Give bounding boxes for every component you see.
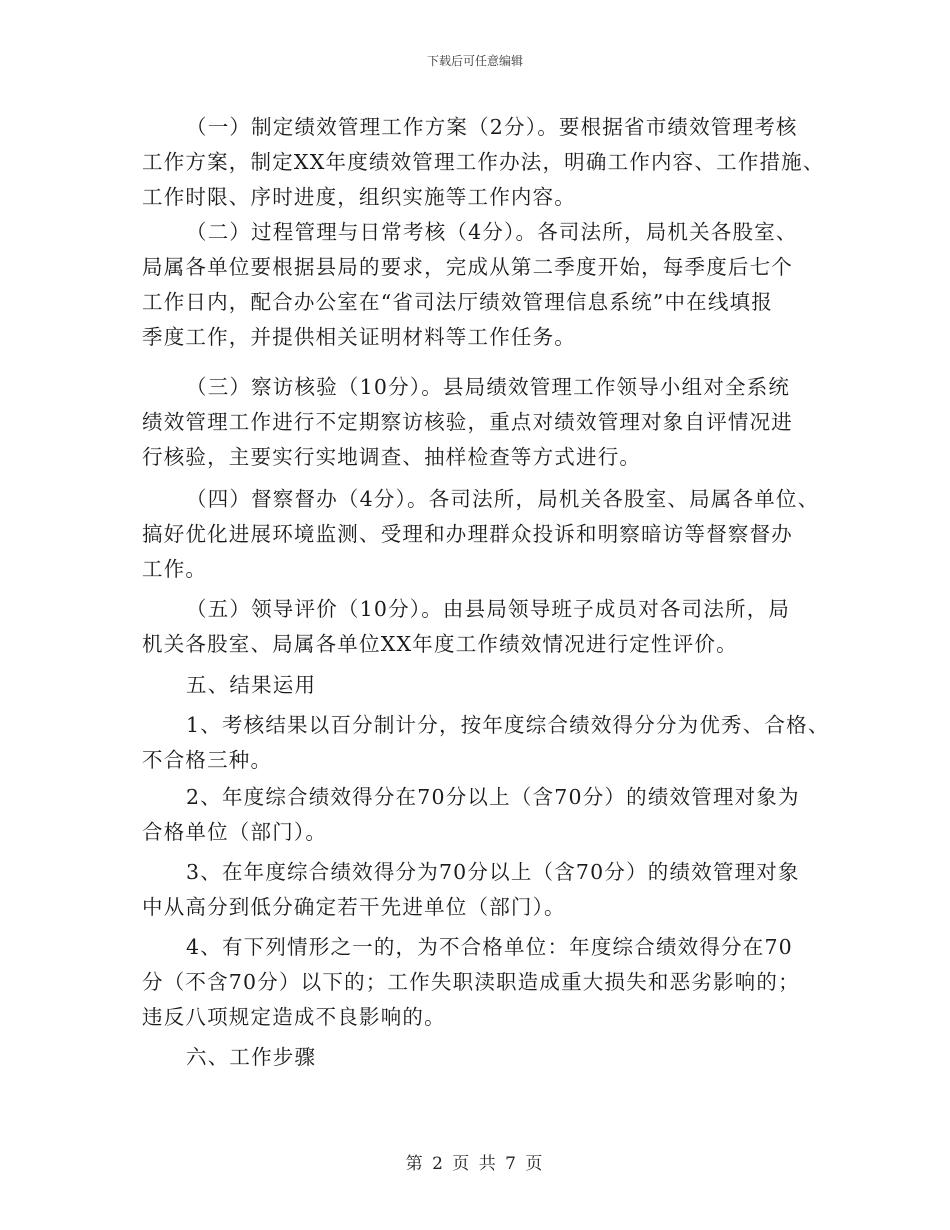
paragraph-line: （三）察访核验（10分）。县局绩效管理工作领导小组对全系统 xyxy=(186,375,791,399)
section-heading: 五、结果运用 xyxy=(186,673,317,697)
paragraph-line: 中从高分到低分确定若干先进单位（部门）。 xyxy=(142,895,566,919)
paragraph-line: 季度工作，并提供相关证明材料等工作任务。 xyxy=(142,325,576,349)
paragraph-line: 不合格三种。 xyxy=(142,748,273,772)
paragraph-line: 局属各单位要根据县局的要求，完成从第二季度开始，每季度后七个 xyxy=(142,255,793,279)
section-heading: 六、工作步骤 xyxy=(186,1045,317,1069)
paragraph-line: 2、年度综合绩效得分在70分以上（含70分）的绩效管理对象为 xyxy=(186,785,800,809)
paragraph-line: 绩效管理工作进行不定期察访核验，重点对绩效管理对象自评情况进 xyxy=(142,410,793,434)
paragraph-line: 行核验，主要实行实地调查、抽样检查等方式进行。 xyxy=(142,445,642,469)
paragraph-line: 4、有下列情形之一的，为不合格单位：年度综合绩效得分在70 xyxy=(186,935,793,959)
paragraph-line: 1、考核结果以百分制计分，按年度综合绩效得分分为优秀、合格、 xyxy=(186,713,830,737)
paragraph-line: 搞好优化进展环境监测、受理和办理群众投诉和明察暗访等督察督办 xyxy=(142,522,793,546)
paragraph-line: 分（不含70分）以下的；工作失职渎职造成重大损失和恶劣影响的； xyxy=(142,970,800,994)
page-header: 下载后可任意编辑 xyxy=(426,54,523,68)
paragraph-line: （二）过程管理与日常考核（4分）。各司法所，局机关各股室、 xyxy=(186,220,798,244)
paragraph-line: 工作日内，配合办公室在“省司法厅绩效管理信息系统”中在线填报 xyxy=(142,290,773,314)
paragraph-line: 工作方案，制定XX年度绩效管理工作办法，明确工作内容、工作措施、 xyxy=(142,150,825,174)
paragraph-line: （四）督察督办（4分）。各司法所，局机关各股室、局属各单位、 xyxy=(186,487,820,511)
paragraph-line: 机关各股室、局属各单位XX年度工作绩效情况进行定性评价。 xyxy=(142,632,738,656)
paragraph-line: 3、在年度综合绩效得分为70分以上（含70分）的绩效管理对象 xyxy=(186,860,800,884)
paragraph-line: 违反八项规定造成不良影响的。 xyxy=(142,1005,446,1029)
paragraph-line: 合格单位（部门）。 xyxy=(142,820,328,844)
paragraph-line: 工作时限、序时进度，组织实施等工作内容。 xyxy=(142,185,576,209)
paragraph-line: 工作。 xyxy=(142,557,208,581)
paragraph-line: （一）制定绩效管理工作方案（2分）。要根据省市绩效管理考核 xyxy=(186,115,798,139)
paragraph-line: （五）领导评价（10分）。由县局领导班子成员对各司法所，局 xyxy=(186,597,791,621)
page-number-footer: 第 2 页 共 7 页 xyxy=(405,1154,545,1174)
